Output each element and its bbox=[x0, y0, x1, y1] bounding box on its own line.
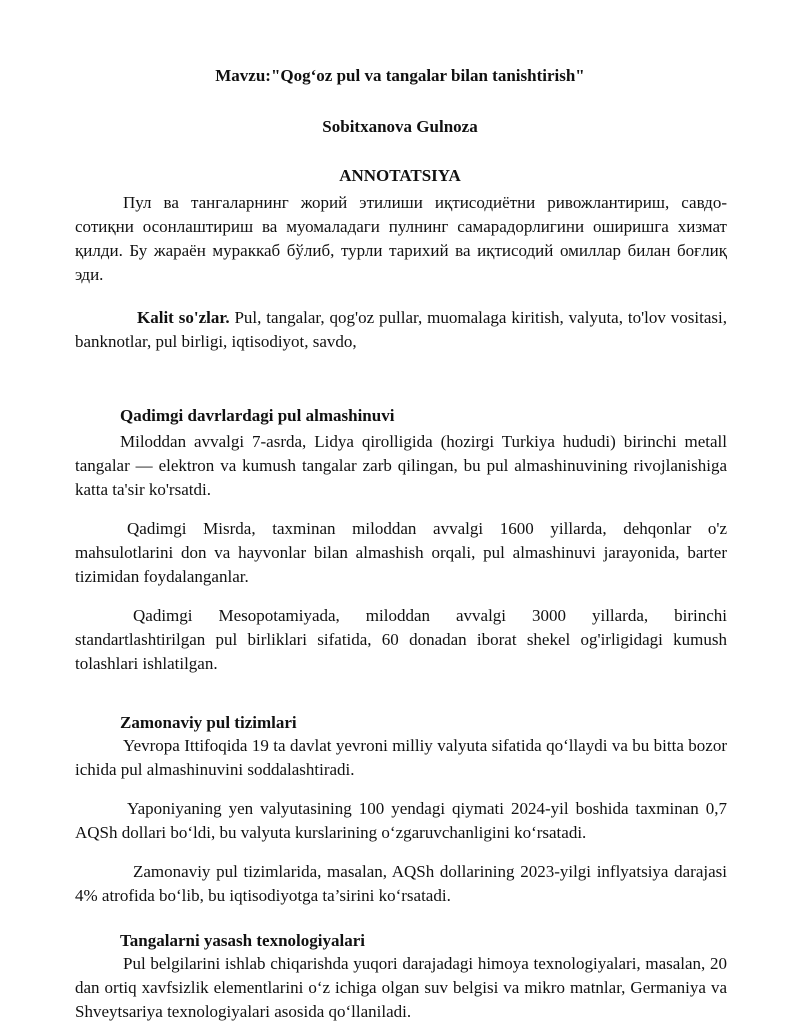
section-ancient-paragraph-2: Qadimgi Misrda, taxminan miloddan avvalgi 1600 yillarda, dehqonlar o'z mahsulotlarini don va hayvonlar bilan almashish orqali, pul almashinuvi jarayonida, barter tizimidan foydalanganlar. bbox=[75, 519, 727, 586]
section-ancient-paragraph-3: Qadimgi Mesopotamiyada, miloddan avvalgi 3000 yillarda, birinchi standartlashtirilgan pul birliklari sifatida, 60 donadan iborat shekel og'irligidagi kumush tolashlari ishlatilgan. bbox=[75, 606, 727, 673]
section-heading-modern: Zamonaviy pul tizimlari bbox=[120, 713, 297, 732]
section-modern-paragraph-3: Zamonaviy pul tizimlarida, masalan, AQSh dollarining 2023-yilgi inflyatsiya darajasi 4% atrofida bo‘lib, bu iqtisodiyotga ta’sirini ko‘rsatadi. bbox=[75, 862, 727, 905]
keywords-text: Pul, tangalar, qog'oz pullar, muomalaga kiritish, valyuta, to'lov vositasi, banknotlar, pul birligi, iqtisodiyot, savdo, bbox=[75, 308, 727, 351]
section-technology-paragraph-1: Pul belgilarini ishlab chiqarishda yuqori darajadagi himoya texnologiyalari, masalan, 20 dan ortiq xavfsizlik elementlarini o‘z ichiga olgan suv belgisi va mikro matnlar, Germaniya va Shveytsariya texnologiyalari asosida qo‘llaniladi. bbox=[75, 954, 727, 1021]
keywords-label: Kalit so'zlar. bbox=[137, 308, 230, 327]
annotation-text: Пул ва тангаларнинг жорий этилиши иқтисодиётни ривожлантириш, савдо-сотиқни осонлаштириш ва муомаладаги пулнинг самарадорлигини оширишга хизмат қилди. Бу жараён мураккаб бўлиб, турли тарихий ва иқтисодий омиллар билан боғлиқ эди. bbox=[75, 193, 727, 284]
section-heading-ancient: Qadimgi davrlardagi pul almashinuvi bbox=[120, 406, 395, 425]
author-name: Sobitxanova Gulnoza bbox=[322, 117, 478, 136]
annotation-heading: ANNOTATSIYA bbox=[339, 166, 461, 185]
document-title: Mavzu:"Qog‘oz pul va tangalar bilan tanishtirish" bbox=[215, 66, 585, 85]
keywords-paragraph bbox=[75, 306, 727, 354]
section-modern-paragraph-1: Yevropa Ittifoqida 19 ta davlat yevroni milliy valyuta sifatida qo‘llaydi va bu bitta bozor ichida pul almashinuvini soddalashtiradi. bbox=[75, 736, 727, 779]
section-modern-paragraph-2: Yaponiyaning yen valyutasining 100 yendagi qiymati 2024-yil boshida taxminan 0,7 AQSh dollari bo‘ldi, bu valyuta kurslarining o‘zgaruvchanligini ko‘rsatadi. bbox=[75, 799, 727, 842]
section-ancient-paragraph-1: Miloddan avvalgi 7-asrda, Lidya qirolligida (hozirgi Turkiya hududi) birinchi metall tangalar — elektron va kumush tangalar zarb qilingan, bu pul almashinuvining rivojlanishiga katta ta'sir ko'rsatdi. bbox=[75, 432, 727, 499]
section-heading-technology: Tangalarni yasash texnologiyalari bbox=[120, 931, 365, 950]
